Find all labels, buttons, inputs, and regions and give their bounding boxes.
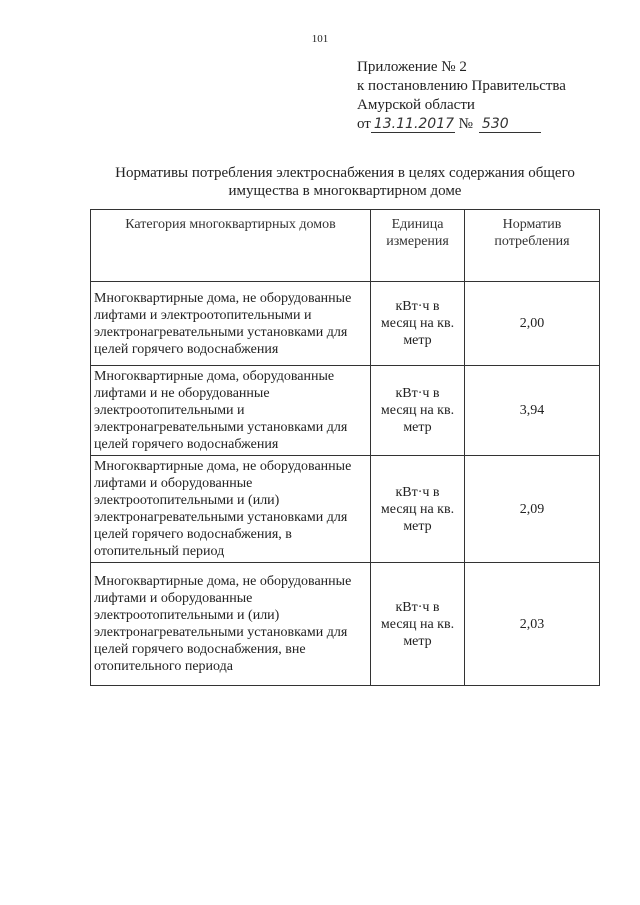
row-unit: кВт·ч в месяц на кв. метр [371, 282, 465, 366]
appendix-date-line [357, 115, 566, 134]
header-norm: Норматив потребления [465, 210, 600, 282]
header-unit: Единица измерения [371, 210, 465, 282]
appendix-resolution: к постановлению Правительства [357, 78, 566, 94]
row-category: Многоквартирные дома, не оборудованные лифтами и оборудованные электроотопительными и (или) электронагревательными установками для целей горячего водоснабжения, вне отопительного периода [91, 563, 371, 686]
row-unit: кВт·ч в месяц на кв. метр [371, 456, 465, 563]
row-unit: кВт·ч в месяц на кв. метр [371, 563, 465, 686]
header-category: Категория многоквартирных домов [91, 210, 371, 282]
row-value: 3,94 [465, 366, 600, 456]
document-title: Нормативы потребления электроснабжения в целях содержания общего имущества в многоквартирном доме [115, 165, 575, 199]
appendix-region: Амурской области [357, 97, 475, 113]
table-row [91, 563, 600, 686]
row-category: Многоквартирные дома, не оборудованные лифтами и оборудованные электроотопительными и (или) электронагревательными установками для целей горячего водоснабжения, в отопительный период [91, 456, 371, 563]
number-prefix: № [458, 116, 473, 132]
norms-table [90, 209, 600, 686]
handwritten-date: 13.11.2017 [371, 117, 455, 133]
table-header-row [91, 210, 600, 282]
table-row [91, 282, 600, 366]
row-value: 2,09 [465, 456, 600, 563]
table-row [91, 366, 600, 456]
page-number: 101 [311, 33, 329, 45]
row-unit: кВт·ч в месяц на кв. метр [371, 366, 465, 456]
row-category: Многоквартирные дома, не оборудованные лифтами и электроотопительными и электронагревательными установками для целей горячего водоснабжения [91, 282, 371, 366]
row-category: Многоквартирные дома, оборудованные лифтами и не оборудованные электроотопительными и электронагревательными установками для целей горячего водоснабжения [91, 366, 371, 456]
appendix-header [357, 58, 566, 134]
handwritten-number: 530 [479, 117, 541, 133]
table-row [91, 456, 600, 563]
date-prefix: от [357, 116, 371, 132]
row-value: 2,00 [465, 282, 600, 366]
appendix-number: Приложение № 2 [357, 59, 467, 75]
row-value: 2,03 [465, 563, 600, 686]
